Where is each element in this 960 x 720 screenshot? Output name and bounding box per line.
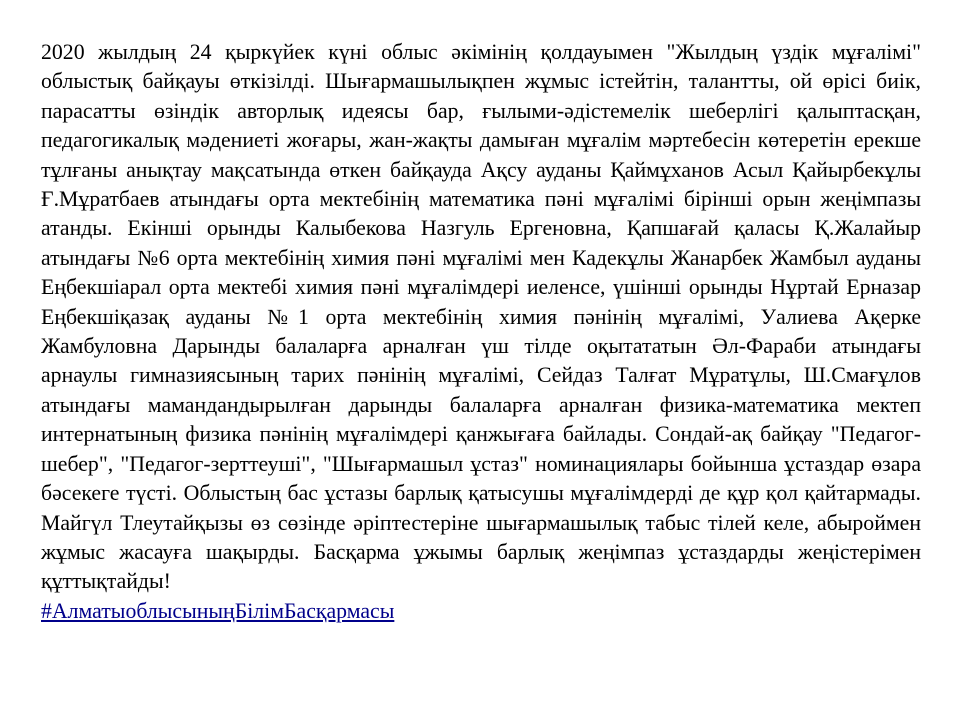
- article-text: 2020 жылдың 24 қыркүйек күні облыс әкімінің қолдауымен "Жылдың үздік мұғалімі" облыстық байқауы өткізілді. Шығармашылықпен жұмыс істейтін, талантты, ой өрісі биік, парасатты өзіндік авторлық идеясы бар, ғылыми-әдістемелік шеберлігі қалыптасқан, педагогикалық мәдениеті жоғары, жан-жақты дамыған мұғалім мәртебесін көтеретін ерекше тұлғаны анықтау мақсатында өткен байқауда Ақсу ауданы Қаймұханов Асыл Қайырбекұлы Ғ.Мұратбаев атындағы орта мектебінің математика пәні мұғалімі бірінші орын жеңімпазы атанды. Екінші орынды Калыбекова Назгуль Ергеновна, Қапшағай қаласы Қ.Жалайыр атындағы №6 орта мектебінің химия пәні мұғалімі мен Кадекұлы Жанарбек Жамбыл ауданы Еңбекшіарал орта мектебі химия пәні мұғалімдері иеленсе, үшінші орынды Нұртай Ерназар Еңбекшіқазақ ауданы №1 орта мектебінің химия пәнінің мұғалімі, Уалиева Ақерке Жамбуловна Дарынды балаларға арналған үш тілде оқытататын Әл-Фараби атындағы арнаулы гимназиясының тарих пәнінің мұғалімі, Сейдаз Талғат Мұратұлы, Ш.Смағұлов атындағы мамандандырылған дарынды балаларға арналған физика-математика мектеп интернатының физика пәнінің мұғалімдері қанжығаға байлады. Сондай-ақ байқау "Педагог-шебер", "Педагог-зерттеуші", "Шығармашыл ұстаз" номинациялары бойынша ұстаздар өзара бәсекеге түсті. Облыстың бас ұстазы барлық қатысушы мұғалімдерді де құр қол қайтармады. Майгүл Тлеутайқызы өз сөзінде әріптестеріне шығармашылық табыс тілей келе, абыроймен жұмыс жасауға шақырды. Басқарма ұжымы барлық жеңімпаз ұстаздарды жеңістерімен құттықтайды!: [41, 40, 921, 594]
- hashtag-link[interactable]: #АлматыоблысыныңБілімБасқармасы: [41, 599, 395, 624]
